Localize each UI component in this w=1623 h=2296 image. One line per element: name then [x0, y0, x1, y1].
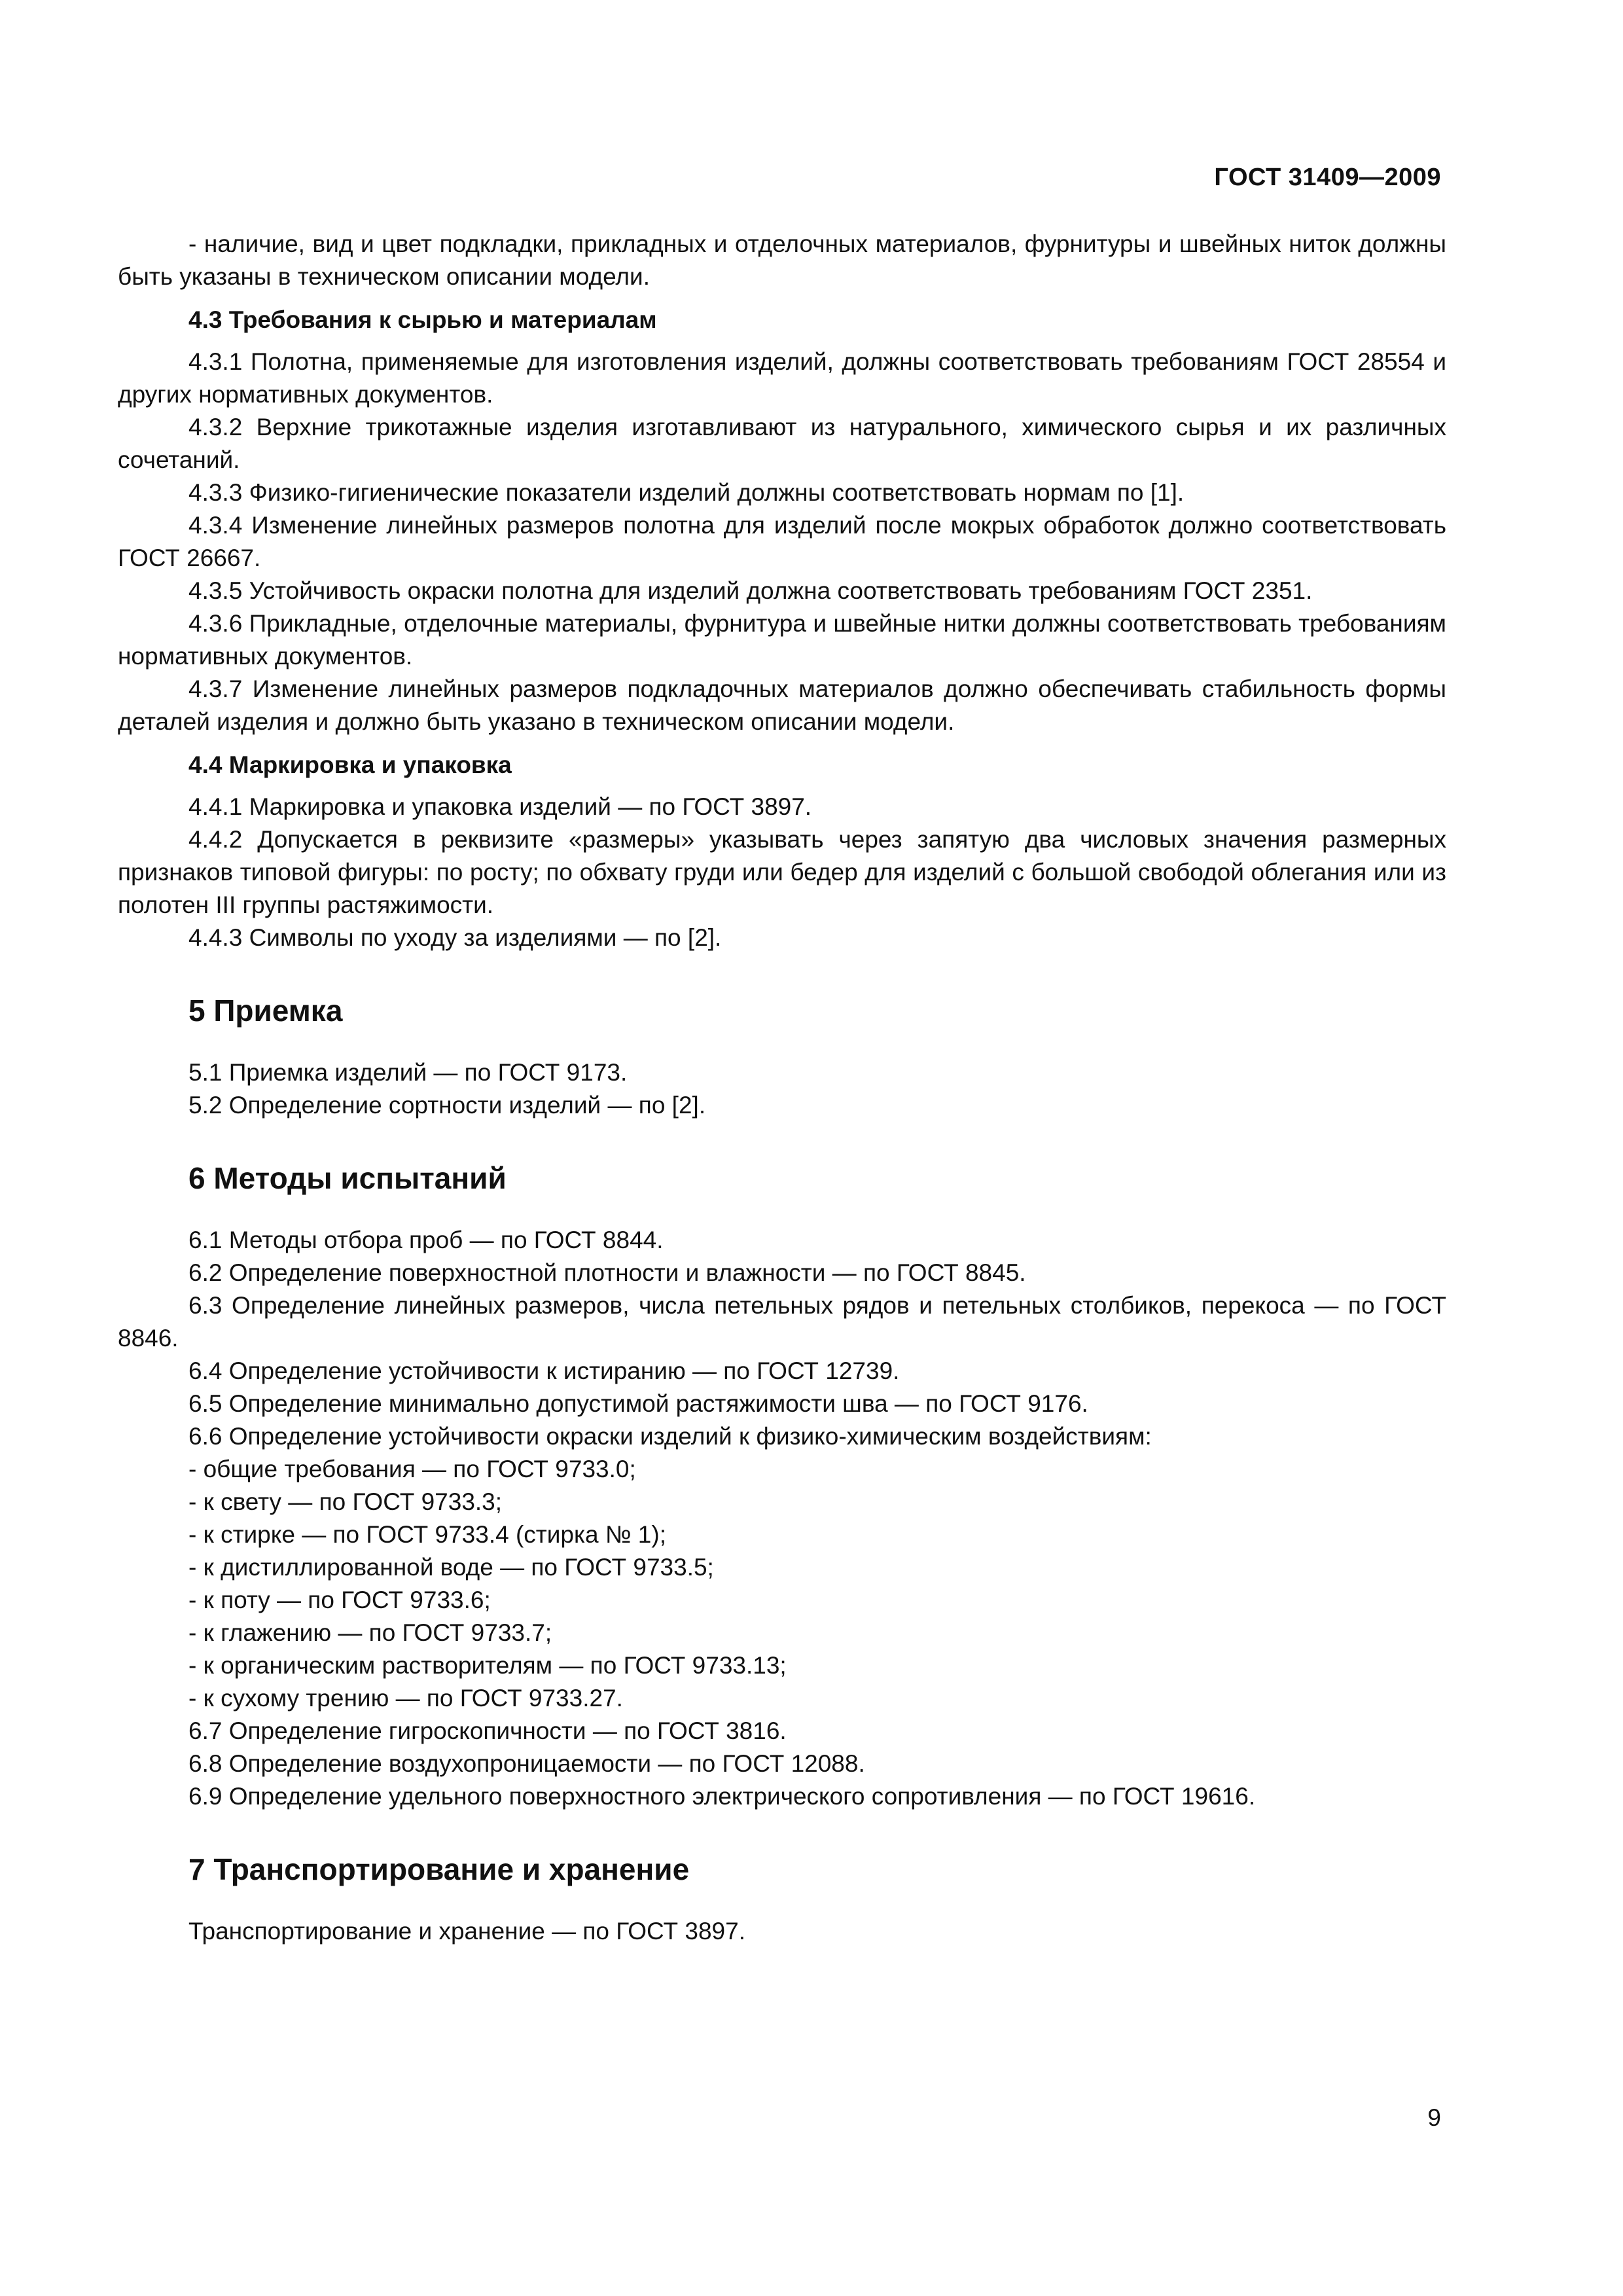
clause-6-5: 6.5 Определение минимально допустимой растяжимости шва — по ГОСТ 9176. [188, 1390, 1088, 1417]
clause-6-6: 6.6 Определение устойчивости окраски изделий к физико-химическим воздействиям: [188, 1423, 1152, 1450]
document-code: ГОСТ 31409—2009 [1214, 164, 1441, 191]
section-4-4-title: 4.4 Маркировка и упаковка [188, 751, 512, 778]
list-item: - к органическим растворителям — по ГОСТ 9733.13; [188, 1652, 787, 1679]
clause-4-4-2: 4.4.2 Допускается в реквизите «размеры» указывать через запятую два числовых значения размерных признаков типовой фигуры: по росту; по обхвату груди или бедер для изделий с большой свободой облегания или из полотен III группы растяжимости. [118, 826, 1446, 918]
clause-5-2: 5.2 Определение сортности изделий — по [2]. [188, 1092, 706, 1119]
list-item: - к сухому трению — по ГОСТ 9733.27. [188, 1685, 623, 1712]
clause-5-1: 5.1 Приемка изделий — по ГОСТ 9173. [188, 1059, 628, 1086]
section-4-3-title: 4.3 Требования к сырью и материалам [188, 306, 657, 333]
clause-6-7: 6.7 Определение гигроскопичности — по ГОСТ 3816. [188, 1717, 787, 1744]
section-7-text: Транспортирование и хранение — по ГОСТ 3897. [188, 1918, 745, 1945]
clause-4-3-4: 4.3.4 Изменение линейных размеров полотна для изделий после мокрых обработок должно соответствовать ГОСТ 26667. [118, 512, 1446, 571]
clause-4-3-5: 4.3.5 Устойчивость окраски полотна для изделий должна соответствовать требованиям ГОСТ 2351. [188, 577, 1313, 604]
clause-4-3-3: 4.3.3 Физико-гигиенические показатели изделий должны соответствовать нормам по [1]. [188, 479, 1185, 506]
clause-4-3-2: 4.3.2 Верхние трикотажные изделия изготавливают из натурального, химического сырья и их различных сочетаний. [118, 414, 1446, 473]
section-7-title: 7 Транспортирование и хранение [188, 1852, 690, 1886]
clause-6-8: 6.8 Определение воздухопроницаемости — по ГОСТ 12088. [188, 1750, 865, 1777]
list-item: - к свету — по ГОСТ 9733.3; [188, 1488, 503, 1515]
page-content [118, 228, 1446, 1948]
clause-6-1: 6.1 Методы отбора проб — по ГОСТ 8844. [188, 1227, 664, 1253]
list-item: - к дистиллированной воде — по ГОСТ 9733.5; [188, 1554, 714, 1581]
clause-6-2: 6.2 Определение поверхностной плотности и влажности — по ГОСТ 8845. [188, 1259, 1026, 1286]
list-item: - к поту — по ГОСТ 9733.6; [188, 1587, 491, 1613]
list-item: - общие требования — по ГОСТ 9733.0; [188, 1456, 636, 1482]
clause-4-3-6: 4.3.6 Прикладные, отделочные материалы, фурнитура и швейные нитки должны соответствовать требованиям нормативных документов. [118, 610, 1446, 670]
paragraph-intro: - наличие, вид и цвет подкладки, прикладных и отделочных материалов, фурнитуры и швейных ниток должны быть указаны в техническом описании модели. [118, 230, 1446, 290]
list-item: - к глажению — по ГОСТ 9733.7; [188, 1619, 552, 1646]
section-5-title: 5 Приемка [188, 994, 343, 1028]
clause-4-4-3: 4.4.3 Символы по уходу за изделиями — по [2]. [188, 924, 722, 951]
clause-6-3: 6.3 Определение линейных размеров, числа петельных рядов и петельных столбиков, перекоса — по ГОСТ 8846. [118, 1292, 1446, 1352]
clause-4-3-1: 4.3.1 Полотна, применяемые для изготовления изделий, должны соответствовать требованиям ГОСТ 28554 и других нормативных документов. [118, 348, 1446, 408]
clause-6-4: 6.4 Определение устойчивости к истиранию — по ГОСТ 12739. [188, 1357, 900, 1384]
clause-4-3-7: 4.3.7 Изменение линейных размеров подкладочных материалов должно обеспечивать стабильность формы деталей изделия и должно быть указано в техническом описании модели. [118, 675, 1446, 735]
section-6-title: 6 Методы испытаний [188, 1161, 507, 1195]
clause-6-9: 6.9 Определение удельного поверхностного электрического сопротивления — по ГОСТ 19616. [188, 1783, 1256, 1810]
list-item: - к стирке — по ГОСТ 9733.4 (стирка № 1); [188, 1521, 666, 1548]
page-number: 9 [1427, 2104, 1441, 2131]
clause-4-4-1: 4.4.1 Маркировка и упаковка изделий — по ГОСТ 3897. [188, 793, 812, 820]
